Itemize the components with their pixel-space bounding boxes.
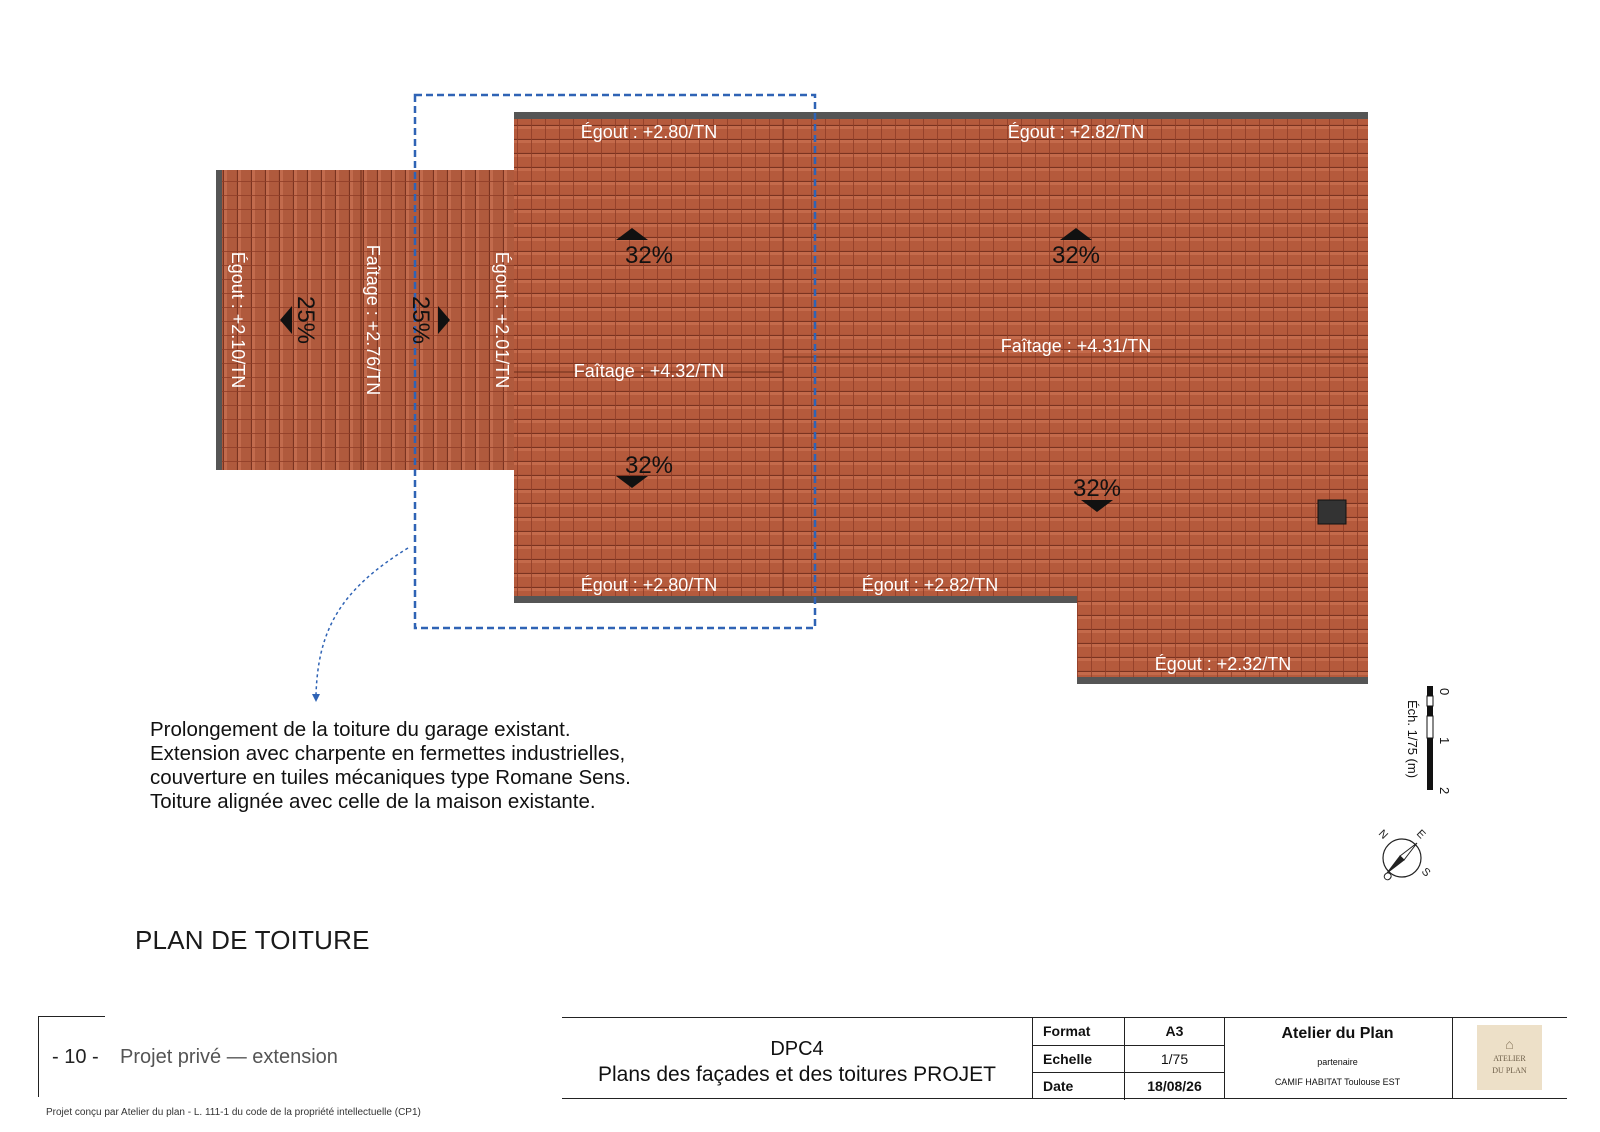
plan-title: PLAN DE TOITURE xyxy=(135,925,370,955)
leader-line xyxy=(316,548,408,695)
logo-building-icon: ⌂ xyxy=(1505,1036,1514,1052)
logo-text-2: DU PLAN xyxy=(1492,1066,1527,1075)
garage-outer-edge xyxy=(216,170,222,470)
scale-bar-segment-3 xyxy=(1427,706,1433,716)
compass-n: N xyxy=(1375,827,1390,842)
slope-label-bottom-right: 32% xyxy=(1072,475,1122,502)
label-egout-top-right: Égout : +2.82/TN xyxy=(1007,122,1145,142)
gutter-bottom-right xyxy=(1077,677,1368,684)
compass-s: S xyxy=(1418,865,1433,880)
main-roof xyxy=(514,116,1368,680)
scale-label: Éch. 1/75 (m) xyxy=(1405,700,1420,779)
slope-label-top-left: 32% xyxy=(624,242,674,269)
format-value: A3 xyxy=(1165,1023,1184,1039)
slope-label-garage-right: 25% xyxy=(407,295,434,345)
title-block xyxy=(562,1017,1567,1099)
compass xyxy=(1376,828,1433,885)
scale-row xyxy=(1033,1045,1224,1073)
compass-e: E xyxy=(1413,827,1428,842)
label-egout-top-left: Égout : +2.80/TN xyxy=(580,122,718,142)
extension-note xyxy=(150,718,631,814)
scale-value: 1/75 xyxy=(1160,1050,1189,1067)
slope-label-garage-left: 25% xyxy=(292,295,319,345)
format-row xyxy=(1033,1018,1224,1045)
page-number: - 10 - xyxy=(52,1046,99,1068)
partner-label: partenaire xyxy=(1317,1057,1358,1067)
slope-label-bottom-left: 32% xyxy=(624,452,674,479)
title-block-main xyxy=(562,1018,1032,1098)
drawing-subtitle: Plans des façades et des toitures PROJET xyxy=(597,1063,997,1086)
scale-bar-segment-1 xyxy=(1427,686,1433,696)
scale-label-cell: Echelle xyxy=(1033,1046,1125,1073)
scale-bar-segment-5 xyxy=(1427,738,1433,790)
slope-label-top-right: 32% xyxy=(1051,242,1101,269)
leader-arrowhead xyxy=(312,694,320,702)
logo-text-1: ATELIER xyxy=(1493,1054,1526,1063)
chimney xyxy=(1318,500,1346,524)
note-line-3: couverture en tuiles mécaniques type Romane Sens. xyxy=(150,766,631,789)
scale-bar-segment-2 xyxy=(1427,696,1433,706)
scale-bar-segment-4 xyxy=(1427,716,1433,738)
compass-o: O xyxy=(1379,869,1395,885)
scale-bar xyxy=(1405,686,1452,794)
compass-needle-light xyxy=(1400,843,1417,860)
note-line-1: Prolongement de la toiture du garage existant. xyxy=(150,718,571,741)
title-block-grid xyxy=(1032,1018,1225,1098)
label-faitage-left: Faîtage : +4.32/TN xyxy=(573,361,725,381)
date-row xyxy=(1033,1072,1224,1100)
drawing-code: DPC4 xyxy=(770,1038,824,1060)
firm-block xyxy=(1223,1018,1453,1098)
project-name: Projet privé — extension xyxy=(120,1046,338,1068)
note-line-4: Toiture alignée avec celle de la maison existante. xyxy=(150,790,596,813)
label-garage-egout-outer: Égout : +2.10/TN xyxy=(228,251,248,389)
legal-notice: Projet conçu par Atelier du plan - L. 111-1 du code de la propriété intellectuelle (CP1) xyxy=(46,1107,421,1118)
label-egout-bottom-left: Égout : +2.80/TN xyxy=(580,575,718,595)
scale-tick-1: 1 xyxy=(1437,737,1452,745)
firm-name: Atelier du Plan xyxy=(1281,1025,1394,1042)
scale-tick-0: 0 xyxy=(1437,688,1452,696)
label-garage-egout-inner: Égout : +2.01/TN xyxy=(492,251,512,389)
format-label: Format xyxy=(1033,1018,1125,1045)
date-value: 18/08/26 xyxy=(1147,1078,1202,1095)
label-egout-bottom-right: Égout : +2.32/TN xyxy=(1154,654,1292,674)
firm-logo xyxy=(1477,1025,1542,1090)
partner-name: CAMIF HABITAT Toulouse EST xyxy=(1274,1077,1401,1087)
gutter-bottom-left xyxy=(514,596,1077,603)
scale-tick-2: 2 xyxy=(1437,787,1452,795)
label-egout-bottom-mid: Égout : +2.82/TN xyxy=(861,575,999,595)
note-line-2: Extension avec charpente en fermettes industrielles, xyxy=(150,742,626,765)
gutter-top xyxy=(514,112,1368,119)
label-faitage-right: Faîtage : +4.31/TN xyxy=(1000,336,1152,356)
label-garage-faitage: Faîtage : +2.76/TN xyxy=(363,244,383,396)
date-label: Date xyxy=(1033,1073,1125,1100)
